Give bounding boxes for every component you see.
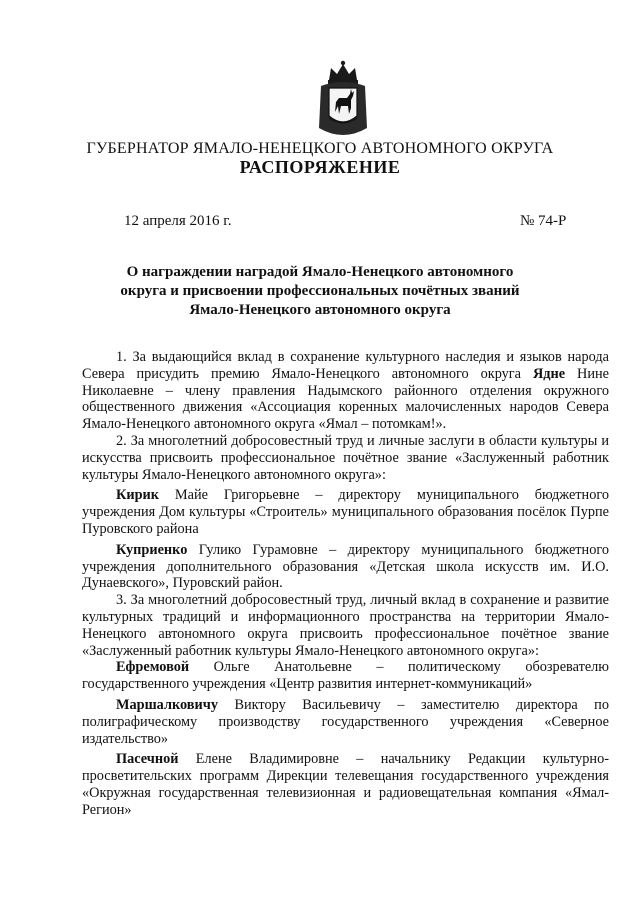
- awardee-details: Майе Григорьевне – директору муниципального бюджетного учреждения Дом культуры «Строитель» муниципального образования посёлок Пурпе Пуровского района: [82, 487, 609, 537]
- heading-line-2: округа и присвоении профессиональных почётных званий: [120, 283, 520, 299]
- document-heading: [100, 263, 540, 320]
- paragraph-2b: [82, 542, 609, 592]
- document-type: РАСПОРЯЖЕНИЕ: [239, 157, 401, 177]
- document-date: 12 апреля 2016 г.: [124, 213, 232, 229]
- awardee-details: Ольге Анатольевне – политическому обозревателю государственного учреждения «Центр развития интернет-коммуникаций»: [82, 659, 609, 693]
- awardee-name: Пасечной: [116, 751, 179, 768]
- document-body: [82, 349, 609, 819]
- paragraph-3c: [82, 751, 609, 818]
- awardee-name: Куприенко: [116, 541, 188, 558]
- paragraph-1-text-b: Нине Николаевне – члену правления Надымского районного отделения окружного общественного движения «Ассоциация коренных малочисленных народов Севера Ямало-Ненецкого автономного округа «Ямал – потомкам!».: [82, 365, 609, 433]
- coat-of-arms-icon: [317, 58, 369, 142]
- paragraph-3a: [82, 659, 609, 693]
- paragraph-1-text-a: 1. За выдающийся вклад в сохранение культурного наследия и языков народа Севера присудить премию Ямало-Ненецкого автономного округа: [82, 349, 609, 382]
- heading-line-3: Ямало-Ненецкого автономного округа: [189, 302, 451, 318]
- paragraph-2: 2. За многолетний добросовестный труд и личные заслуги в области культуры и искусства присвоить профессиональное почётное звание «Заслуженный работник культуры Ямало-Ненецкого автономного округа»:: [82, 432, 609, 483]
- paragraph-3b: [82, 697, 609, 747]
- awardee-details: Гулико Гурамовне – директору муниципального бюджетного учреждения дополнительного образования «Детская школа искусств им. И.О. Дунаевского», Пуровский район.: [82, 541, 609, 592]
- awardee-name: Ефремовой: [116, 659, 190, 676]
- paragraph-1: [82, 349, 609, 433]
- awardee-name: Кирик: [116, 487, 160, 504]
- paragraph-2a: [82, 487, 609, 537]
- document-number: № 74-Р: [520, 213, 567, 229]
- awardee-details: Виктору Васильевичу – заместителю директора по полиграфическому производству государственного учреждения «Северное издательство»: [82, 696, 609, 747]
- heading-line-1: О награждении наградой Ямало-Ненецкого автономного: [126, 264, 514, 280]
- awardee-name: Маршалковичу: [116, 696, 218, 713]
- paragraph-3: 3. За многолетний добросовестный труд, личный вклад в сохранение и развитие культурных традиций и информационного пространства на территории Ямало-Ненецкого автономного округа присвоить профессиональное почётное звание «Заслуженный работник культуры Ямало-Ненецкого автономного округа»:: [82, 592, 609, 659]
- awardee-name: Ядне: [532, 365, 566, 382]
- authority-title: ГУБЕРНАТОР ЯМАЛО-НЕНЕЦКОГО АВТОНОМНОГО ОКРУГА: [86, 140, 554, 157]
- awardee-details: Елене Владимировне – начальнику Редакции культурно-просветительских программ Дирекции телевещания государственного учреждения «Окружная государственная телевизионная и радиовещательная компания «Ямал-Регион»: [82, 751, 609, 818]
